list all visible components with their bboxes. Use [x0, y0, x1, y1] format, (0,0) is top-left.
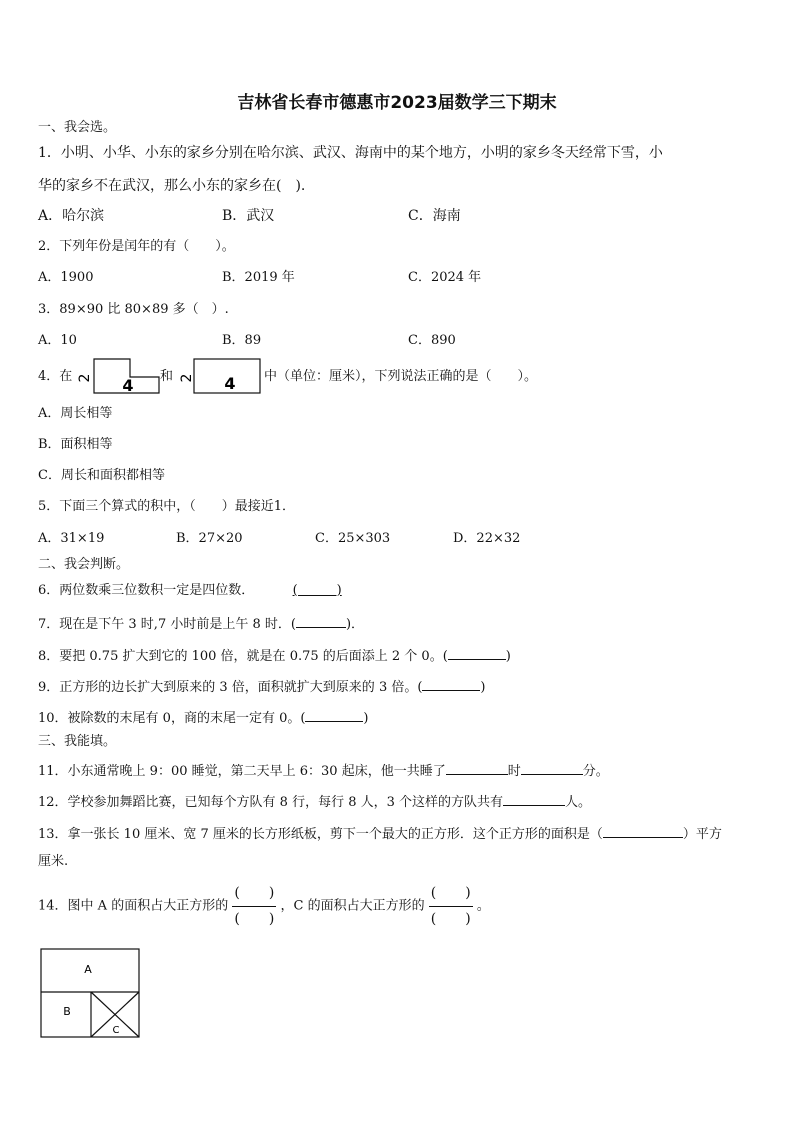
q4-option-a[interactable]: A．周长相等	[38, 406, 113, 421]
question-9-tail: )	[480, 680, 486, 695]
question-11-minutes-unit: 分。	[582, 764, 609, 779]
question-10-text: 10．被除数的末尾有 0，商的末尾一定有 0。(	[38, 711, 306, 726]
q1-option-a[interactable]: A．哈尔滨	[38, 208, 105, 224]
q1-option-c[interactable]: C．海南	[408, 208, 461, 224]
question-11-hours-blank[interactable]	[446, 762, 508, 775]
q3-option-b[interactable]: B．89	[222, 333, 262, 348]
square-division-figure	[40, 948, 142, 1040]
section-heading-1: 一、我会选。	[38, 120, 117, 135]
question-10	[38, 709, 369, 725]
q4-option-b[interactable]: B．面积相等	[38, 437, 113, 452]
question-14-text-a: 14．图中 A 的面积占大正方形的	[38, 898, 229, 914]
region-label-c: C	[112, 1025, 120, 1036]
question-7	[38, 615, 364, 631]
question-8-tail: )	[505, 649, 511, 664]
l-shape-figure	[74, 356, 164, 396]
question-6-text: 6．两位数乘三位数积一定是四位数．	[38, 583, 255, 598]
question-14	[38, 886, 490, 926]
q5-option-a[interactable]: A．31×19	[38, 531, 105, 546]
question-10-tail: )	[363, 711, 369, 726]
question-7-text: 7．现在是下午 3 时,7 小时前是上午 8 时．(	[38, 617, 296, 632]
question-10-answer-blank[interactable]	[305, 709, 363, 722]
question-12-unit: 人。	[565, 795, 592, 810]
question-4-prefix: 4．在	[38, 369, 73, 384]
fraction-answer-c[interactable]: ( ) ( )	[430, 885, 471, 927]
question-12-answer-blank[interactable]	[503, 793, 565, 806]
l-shape-side-label: 2	[77, 373, 93, 383]
q2-option-b[interactable]: B．2019 年	[222, 270, 295, 285]
q2-option-c[interactable]: C．2024 年	[408, 270, 482, 285]
q4-option-c[interactable]: C．周长和面积都相等	[38, 468, 165, 483]
question-9-answer-blank[interactable]	[422, 678, 480, 691]
page-title: 吉林省长春市德惠市2023届数学三下期末	[237, 93, 557, 113]
q5-option-d[interactable]: D．22×32	[453, 531, 521, 546]
rectangle-figure	[176, 356, 266, 396]
question-13	[38, 825, 722, 841]
question-8-answer-blank[interactable]	[448, 647, 506, 660]
q3-option-a[interactable]: A．10	[38, 333, 77, 348]
question-8-text: 8．要把 0.75 扩大到它的 100 倍，就是在 0.75 的后面添上 2 个 0。(	[38, 649, 448, 664]
question-13-unit: ）平方	[682, 827, 722, 842]
fraction-answer-a[interactable]: ( ) ( )	[234, 885, 275, 927]
q5-option-b[interactable]: B．27×20	[176, 531, 243, 546]
region-label-b: B	[63, 1005, 71, 1018]
question-13-text: 13．拿一张长 10 厘米、宽 7 厘米的长方形纸板，剪下一个最大的正方形．这个正方形的面积是（	[38, 827, 603, 842]
question-13-line-2: 厘米.	[38, 854, 69, 869]
rectangle-side-label: 2	[179, 373, 195, 383]
l-shape-bottom-label: 4	[122, 376, 134, 395]
question-12	[38, 793, 591, 809]
section-heading-3: 三、我能填。	[38, 734, 117, 749]
question-7-tail: )．	[345, 617, 365, 632]
question-5: 5．下面三个算式的积中，（ ）最接近1．	[38, 499, 296, 514]
q2-option-a[interactable]: A．1900	[38, 270, 94, 285]
question-1-line-2: 华的家乡不在武汉，那么小东的家乡在( ).	[38, 178, 306, 194]
question-3: 3．89×90 比 80×89 多（ ）.	[38, 302, 229, 317]
question-2: 2．下列年份是闰年的有（ ）。	[38, 239, 235, 254]
question-8	[38, 647, 511, 663]
question-4-and: 和	[160, 369, 174, 384]
question-11-hours-unit: 时	[507, 764, 521, 779]
rectangle-bottom-label: 4	[224, 374, 236, 393]
question-11	[38, 762, 609, 778]
question-9	[38, 678, 486, 694]
question-11-minutes-blank[interactable]	[521, 762, 583, 775]
q5-option-c[interactable]: C．25×303	[315, 531, 391, 546]
question-14-text-c: 。	[476, 898, 490, 914]
question-13-answer-blank[interactable]	[603, 825, 683, 838]
section-heading-2: 二、我会判断。	[38, 557, 130, 572]
question-12-text: 12．学校参加舞蹈比赛，已知每个方队有 8 行，每行 8 人，3 个这样的方队共有	[38, 795, 504, 810]
question-14-text-b: ，C 的面积占大正方形的	[280, 898, 425, 914]
question-7-answer-blank[interactable]	[296, 615, 346, 628]
question-6	[38, 584, 342, 597]
region-label-a: A	[84, 963, 92, 976]
question-4-suffix: 中（单位：厘米），下列说法正确的是（ ）。	[264, 369, 538, 384]
question-6-answer-blank[interactable]: ( )	[292, 583, 342, 598]
question-11-text: 11．小东通常晚上 9：00 睡觉，第二天早上 6：30 起床，他一共睡了	[38, 764, 446, 779]
question-1-line-1: 1．小明、小华、小东的家乡分别在哈尔滨、武汉、海南中的某个地方，小明的家乡冬天经常下雪，小	[38, 145, 663, 161]
question-9-text: 9．正方形的边长扩大到原来的 3 倍，面积就扩大到原来的 3 倍。(	[38, 680, 423, 695]
q3-option-c[interactable]: C．890	[408, 333, 456, 348]
q1-option-b[interactable]: B．武汉	[222, 208, 275, 224]
